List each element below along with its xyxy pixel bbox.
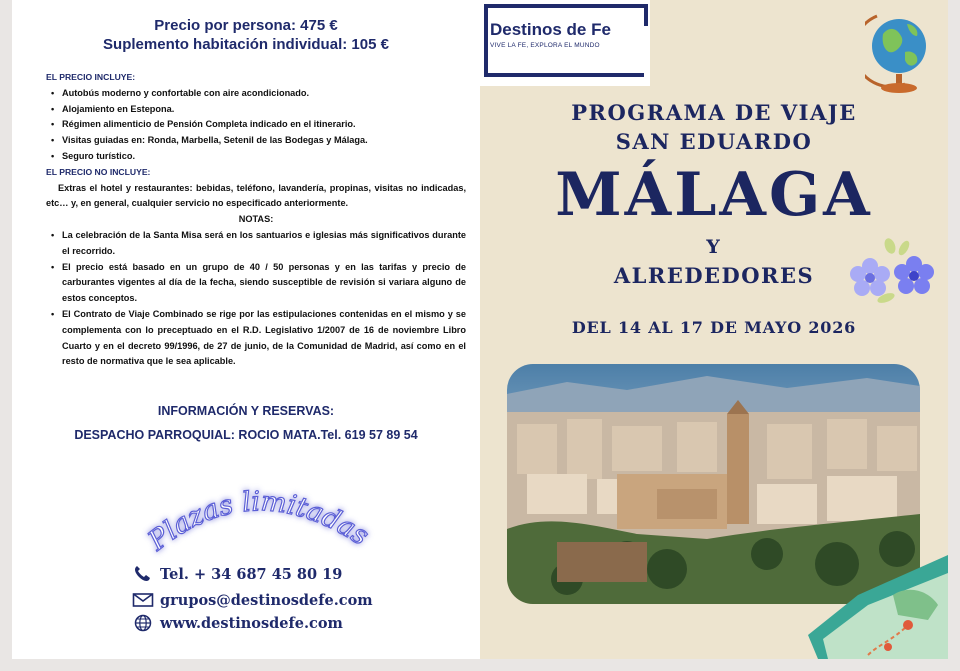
- conjunction: Y: [706, 236, 720, 258]
- contact-web[interactable]: [132, 614, 343, 632]
- list-item: • El Contrato de Viaje Combinado se rige por las estipulaciones contenidas en el mismo y se complementa con lo preceptuado en el R.D. Legislativo 1/2007 de 16 de noviembre Libro Cuarto y en el decreto 99/1996, de 27 de junio, de la Comunidad de Madrid, así como en el resto de normativa que le sea aplicable.: [46, 307, 466, 370]
- limited-places-arc: [122, 478, 392, 568]
- right-panel: [480, 0, 948, 659]
- group-name: SAN EDUARDO: [615, 129, 813, 154]
- trip-dates: DEL 14 AL 17 DE MAYO 2026: [571, 318, 857, 337]
- single-supplement: Suplemento habitación individual: 105 €: [103, 36, 389, 53]
- includes-list: [46, 86, 466, 165]
- includes-title: EL PRECIO INCLUYE:: [46, 72, 136, 82]
- web-text: www.destinosdefe.com: [160, 614, 343, 632]
- globe-icon: [132, 614, 154, 632]
- contact-email[interactable]: [132, 591, 373, 609]
- left-panel: [12, 0, 480, 659]
- notes-list: [46, 228, 466, 370]
- list-item: • Régimen alimenticio de Pensión Completa indicado en el itinerario.: [46, 117, 466, 133]
- destination-title: MÁLAGA: [555, 160, 873, 230]
- surroundings-title: ALREDEDORES: [613, 263, 815, 288]
- phone-icon: [132, 565, 154, 583]
- price-header: [12, 0, 480, 54]
- email-text: grupos@destinosdefe.com: [160, 591, 373, 609]
- excludes-title: EL PRECIO NO INCLUYE:: [46, 166, 151, 177]
- program-title: PROGRAMA DE VIAJE: [571, 100, 857, 125]
- reservations-contact: DESPACHO PARROQUIAL: ROCIO MATA.Tel. 619 57 89 54: [74, 428, 418, 442]
- logo: [480, 0, 650, 86]
- limited-places-text: Plazas limitadas: [142, 485, 375, 557]
- conditions-block: [46, 70, 466, 370]
- desk-globe-icon: [865, 6, 935, 96]
- price-per-person: Precio por persona: 475 €: [154, 17, 338, 34]
- logo-tagline: VIVE LA FE, EXPLORA EL MUNDO: [490, 42, 600, 49]
- contact-phone[interactable]: [132, 565, 342, 583]
- svg-text:Plazas limitadas: [142, 486, 374, 557]
- reservations-title: INFORMACIÓN Y RESERVAS:: [157, 404, 335, 418]
- list-item: • El precio está basado en un grupo de 40 / 50 personas y en las tarifas y precio de carburantes vigentes al día de la fecha, siendo susceptible de revisión si variara alguno de estos conceptos.: [46, 260, 466, 307]
- notes-title: NOTAS:: [238, 214, 274, 225]
- list-item: • Visitas guiadas en: Ronda, Marbella, Setenil de las Bodegas y Málaga.: [46, 133, 466, 149]
- list-item: • Seguro turístico.: [46, 149, 466, 165]
- flowers-decoration: [848, 238, 938, 310]
- list-item: • Alojamiento en Estepona.: [46, 102, 466, 118]
- mail-icon: [132, 591, 154, 609]
- logo-name: Destinos de Fe: [490, 20, 611, 39]
- phone-text: Tel. + 34 687 45 80 19: [160, 565, 343, 583]
- list-item: • La celebración de la Santa Misa será en los santuarios e iglesias más significativos durante el recorrido.: [46, 228, 466, 260]
- excludes-text: Extras el hotel y restaurantes: bebidas, teléfono, lavandería, propinas, visitas no indicadas, etc… y, en general, cualquier servicio no especificado anteriormente.: [46, 182, 466, 209]
- limited-places-banner: [122, 478, 392, 568]
- list-item: • Autobús moderno y confortable con aire acondicionado.: [46, 86, 466, 102]
- map-decoration: [798, 555, 948, 659]
